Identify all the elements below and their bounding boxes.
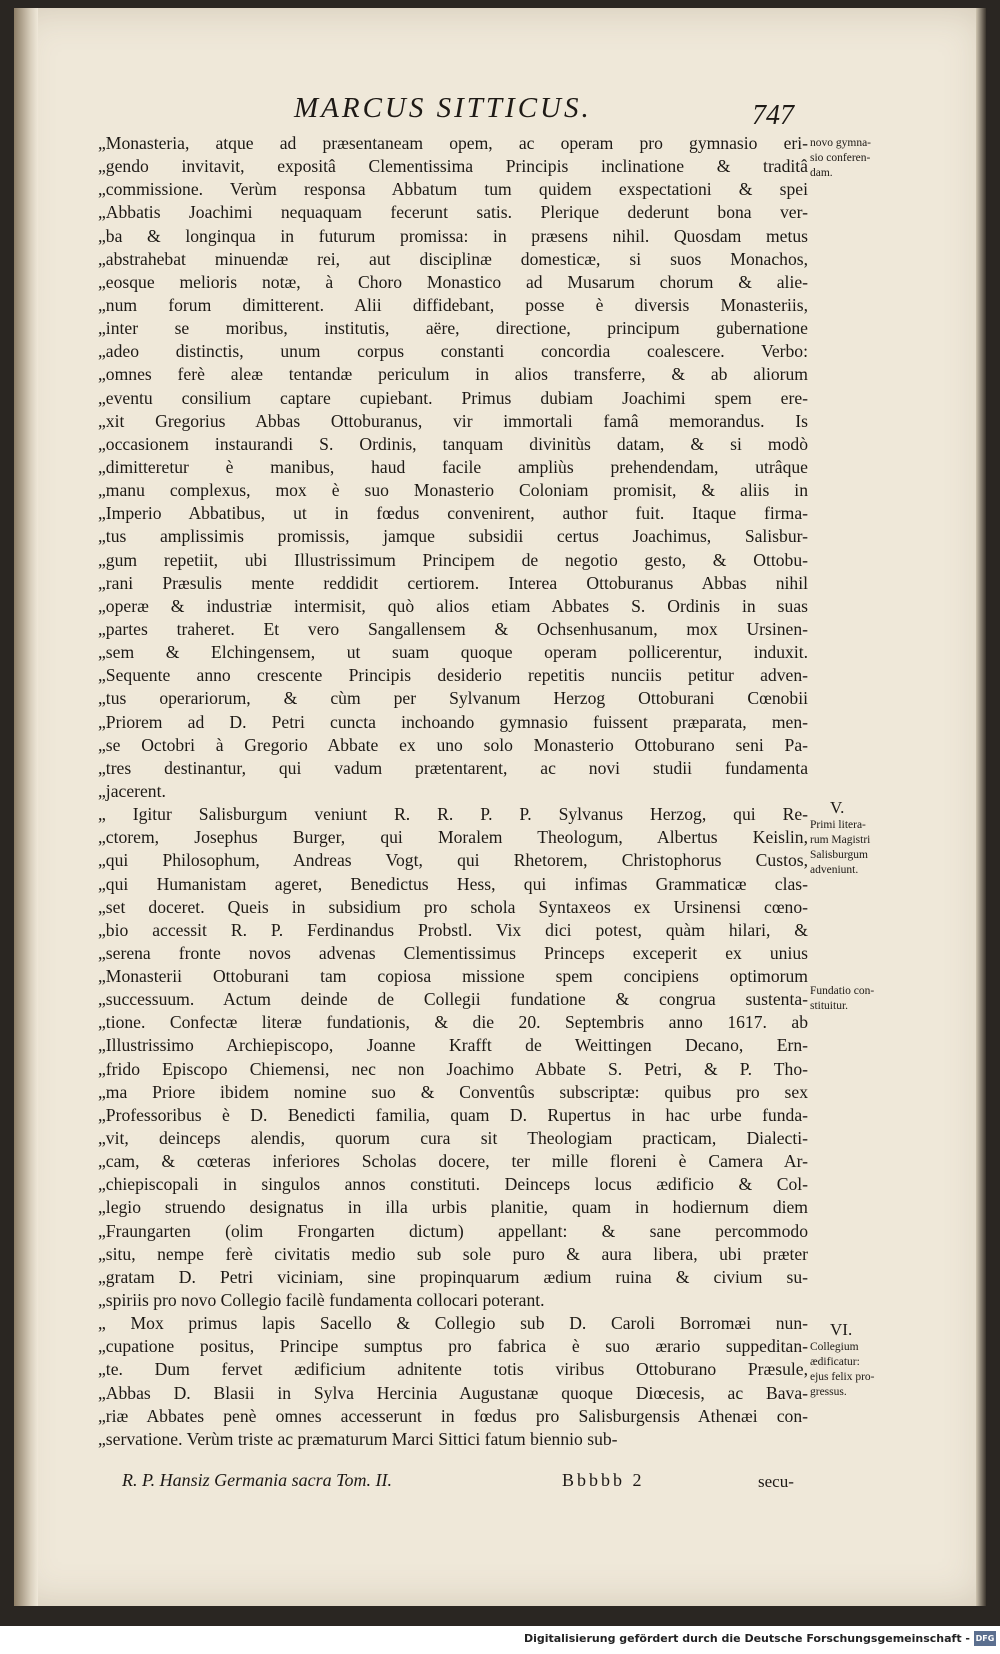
margin-note-line: sio conferen- [810, 152, 871, 164]
margin-note-line: Fundatio con- [810, 985, 875, 997]
body-text [98, 132, 808, 1451]
margin-note-magistri [810, 798, 912, 878]
text-line: „spiriis pro novo Collegio facilè fundamenta collocari poterant. [98, 1290, 545, 1311]
text-line: „jacerent. [98, 780, 166, 801]
text-line: „frido Episcopo Chiemensi, nec non Joachimo Abbate S. Petri, & P. Tho- [98, 1058, 808, 1079]
margin-note-line: ædificatur: [810, 1356, 860, 1368]
section-number: V. [830, 798, 845, 817]
text-line: „Priorem ad D. Petri cuncta inchoando gymnasio fuissent præparata, men- [98, 711, 808, 732]
signature-mark: Bbbbb 2 [562, 1470, 645, 1490]
text-line: „ma Priore ibidem nomine suo & Conventûs subscriptæ: quibus pro sex [98, 1081, 808, 1102]
text-line: „cupatione positus, Principe sumptus pro fabrica è suo ærario suppeditan- [98, 1336, 808, 1357]
page-gutter [14, 8, 38, 1606]
text-line: „occasionem instaurandi S. Ordinis, tanquam divinitùs datam, & si modò [98, 433, 808, 454]
text-line: „ Mox primus lapis Sacello & Collegio sub D. Caroli Borromæi nun- [98, 1313, 808, 1334]
text-line: „servatione. Verùm triste ac præmaturum Marci Sittici fatum biennio sub- [98, 1428, 618, 1449]
margin-note-line: rum Magistri [810, 834, 871, 846]
text-line: „tus operariorum, & cùm per Sylvanum Herzog Ottoburani Cœnobii [98, 688, 808, 709]
margin-note-line: dam. [810, 167, 833, 179]
margin-note-line: Salisburgum [810, 849, 868, 861]
text-line: „tres destinantur, qui vadum prætentarent, ac novi studii fundamenta [98, 757, 808, 778]
margin-note-fundatio [810, 984, 912, 1014]
text-line: „operæ & industriæ intermisit, quò alios etiam Abbates S. Ordinis in suas [98, 595, 808, 616]
text-line: „Imperio Abbatibus, ut in fœdus convenirent, author fuit. Itaque firma- [98, 503, 808, 524]
dfg-logo-icon: DFG [974, 1631, 996, 1646]
text-line: „gum repetiit, ubi Illustrissimum Principem de negotio gesto, & Ottobu- [98, 549, 808, 570]
text-line: „situ, nempe ferè civitatis medio sub sole puro & aura libera, ubi præter [98, 1243, 808, 1264]
margin-note-line: Collegium [810, 1341, 859, 1353]
text-line: „rani Præsulis mente reddidit certiorem. Interea Ottoburanus Abbas nihil [98, 572, 808, 593]
text-line: „dimitteretur è manibus, haud facile ampliùs prehendendam, utrâque [98, 456, 808, 477]
margin-note-line: novo gymna- [810, 137, 872, 149]
text-line: „qui Philosophum, Andreas Vogt, qui Rhetorem, Christophorus Custos, [98, 850, 808, 871]
text-line: „cam, & cœteras inferiores Scholas docere, ter mille floreni è Camera Ar- [98, 1151, 808, 1172]
text-line: „ Igitur Salisburgum veniunt R. R. P. P. Sylvanus Herzog, qui Re- [98, 804, 808, 825]
text-line: „Fraungarten (olim Frongarten dictum) appellant: & sane percommodo [98, 1220, 808, 1241]
text-line: „Monasterii Ottoburani tam copiosa missione spem concipiens optimorum [98, 966, 808, 987]
page-number: 747 [752, 100, 794, 131]
text-line: „serena fronte novos advenas Clementissimus Princeps exceperit ex unius [98, 942, 808, 963]
text-line: „gendo invitavit, expositâ Clementissima Principis inclinatione & traditâ [98, 156, 808, 177]
text-line: „Sequente anno crescente Principis desiderio repetitis nunciis petitur adven- [98, 665, 808, 686]
text-line: „num forum dimitterent. Alii diffidebant, posse è diversis Monasteriis, [98, 294, 808, 315]
text-line: „tione. Confectæ literæ fundationis, & die 20. Septembris anno 1617. ab [98, 1012, 808, 1033]
text-line: „successuum. Actum deinde de Collegii fundatione & congrua sustenta- [98, 989, 808, 1010]
digitization-credit: Digitalisierung gefördert durch die Deutsche Forschungsgemeinschaft - [523, 1632, 970, 1645]
text-line: „manu complexus, mox è suo Monasterio Coloniam promisit, & aliis in [98, 480, 808, 501]
text-line: „eosque melioris notæ, à Choro Monastico ad Musarum chorum & alie- [98, 271, 808, 292]
text-line: „abstrahebat minuendæ rei, aut disciplinæ domesticæ, si suos Monachos, [98, 248, 808, 269]
text-line: „Monasteria, atque ad præsentaneam opem, ac operam pro gymnasio eri- [98, 133, 808, 153]
text-line: „adeo distinctis, unum corpus constanti concordia coalescere. Verbo: [98, 341, 808, 362]
margin-note-gymnasium [810, 136, 912, 181]
text-line: „sem & Elchingensem, ut suam quoque operam pollicerentur, induxit. [98, 642, 808, 663]
margin-note-line: stituitur. [810, 1000, 849, 1012]
text-line: „xit Gregorius Abbas Ottoburanus, vir immortali famâ memorandus. Is [98, 410, 808, 431]
text-line: „ctorem, Josephus Burger, qui Moralem Theologum, Albertus Keislin, [98, 827, 808, 848]
text-line: „gratam D. Petri viciniam, sine propinquarum ædium ruina & civium su- [98, 1266, 808, 1287]
page-edge [976, 8, 986, 1606]
footnote-citation: R. P. Hansiz Germania sacra Tom. II. [122, 1470, 393, 1490]
text-line: „se Octobri à Gregorio Abbate ex uno solo Monasterio Ottoburano seni Pa- [98, 734, 808, 755]
text-line: „ba & longinqua in futurum promissa: in præsens nihil. Quosdam metus [98, 225, 808, 246]
section-number: VI. [830, 1320, 853, 1339]
catchword: secu- [758, 1472, 794, 1491]
running-title: MARCUS SITTICUS. [294, 92, 592, 124]
text-line: „partes traheret. Et vero Sangallensem & Ochsenhusanum, mox Ursinen- [98, 618, 808, 639]
text-line: „Illustrissimo Archiepiscopo, Joanne Krafft de Weittingen Decano, Ern- [98, 1035, 808, 1056]
text-line: „tus amplissimis promissis, jamque subsidii certus Joachimus, Salisbur- [98, 526, 808, 547]
credit-bar [0, 1626, 1000, 1654]
margin-note-line: gressus. [810, 1386, 847, 1398]
text-line: „eventu consilium captare cupiebant. Primus dubiam Joachimi spem ere- [98, 387, 808, 408]
text-line: „Professoribus è D. Benedicti familia, quam D. Rupertus in hac urbe funda- [98, 1104, 808, 1125]
text-line: „commissione. Verùm responsa Abbatum tum quidem exspectationi & spei [98, 179, 808, 200]
text-line: „Abbatis Joachimi nequaquam fecerunt satis. Plerique dederunt bona ver- [98, 202, 808, 223]
text-line: „bio accessit R. P. Ferdinandus Probstl. Vix dici potest, quàm hilari, & [98, 919, 808, 940]
text-line: „omnes ferè aleæ tentandæ periculum in alios transferre, & ab aliorum [98, 364, 808, 385]
margin-note-collegium [810, 1320, 912, 1400]
text-line: „set doceret. Queis in subsidium pro schola Syntaxeos ex Ursinensi cœno- [98, 896, 808, 917]
text-line: „chiepiscopali in singulos annos constituti. Deinceps locus ædificio & Col- [98, 1174, 808, 1195]
text-line: „riæ Abbates penè omnes accesserunt in fœdus pro Salisburgensis Athenæi con- [98, 1405, 808, 1426]
text-line: „legio struendo designatus in illa urbis planitie, quam in hodiernum diem [98, 1197, 808, 1218]
text-line: „vit, deinceps alendis, quorum cura sit Theologiam practicam, Dialecti- [98, 1128, 808, 1149]
text-line: „inter se moribus, institutis, aëre, directione, principum gubernatione [98, 318, 808, 339]
margin-note-line: adveniunt. [810, 864, 859, 876]
text-line: „qui Humanistam ageret, Benedictus Hess, qui infimas Grammaticæ clas- [98, 873, 808, 894]
book-page [14, 8, 986, 1606]
text-line: „te. Dum fervet ædificium adnitente totis viribus Ottoburano Præsule, [98, 1359, 808, 1380]
text-line: „Abbas D. Blasii in Sylva Hercinia Augustanæ quoque Diœcesis, ac Bava- [98, 1382, 808, 1403]
margin-note-line: ejus felix pro- [810, 1371, 875, 1383]
margin-note-line: Primi litera- [810, 819, 866, 831]
